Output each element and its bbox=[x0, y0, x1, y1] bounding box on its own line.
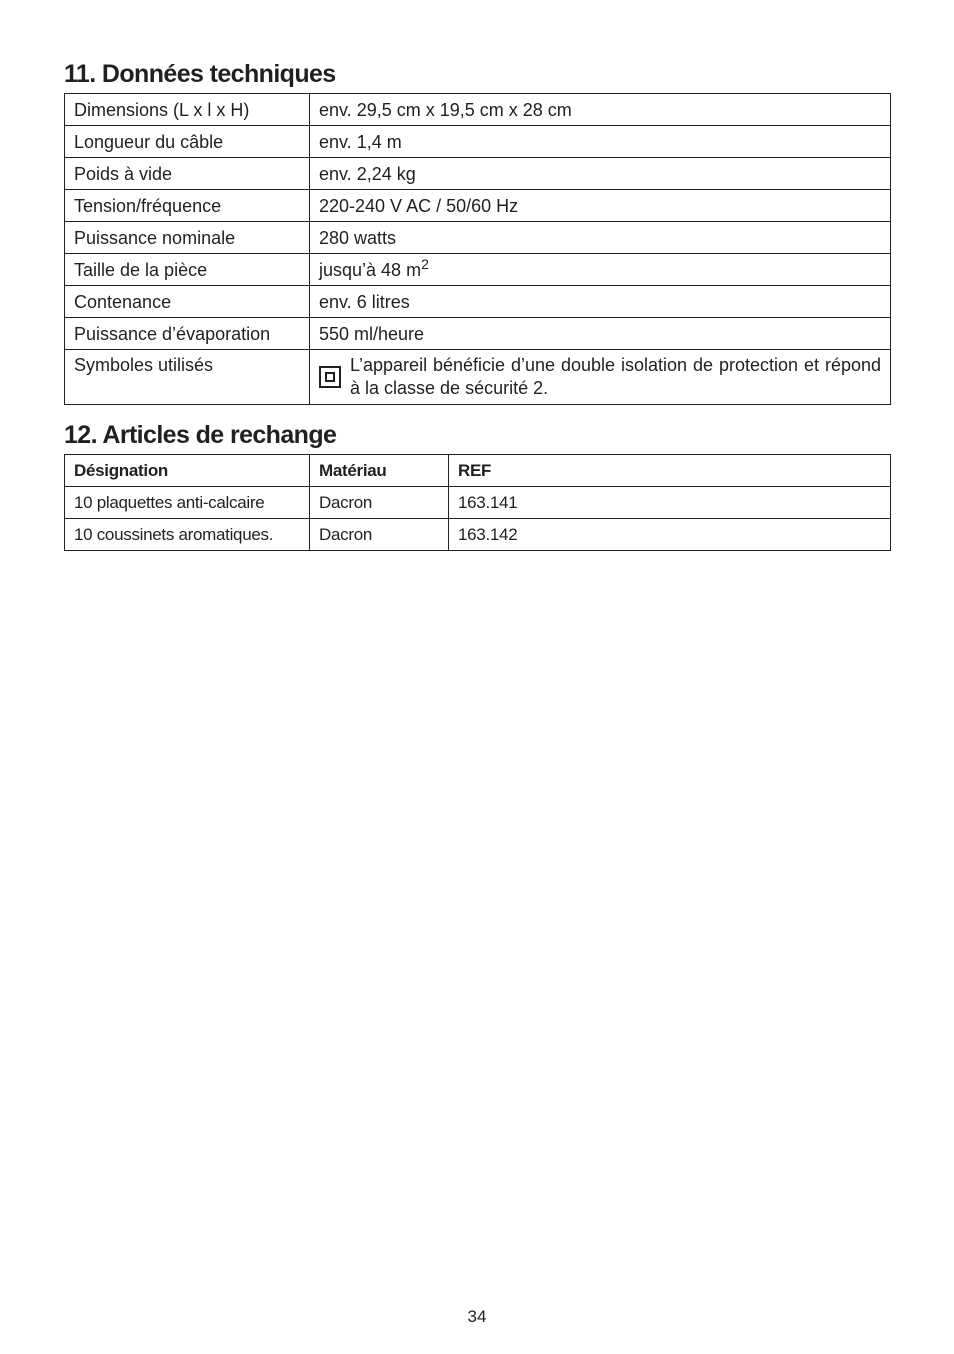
spec-value-exponent: 2 bbox=[421, 255, 429, 272]
table-row bbox=[65, 94, 891, 126]
table-row bbox=[65, 519, 891, 551]
designation-cell: 10 coussinets aromatiques. bbox=[65, 519, 310, 551]
spec-value-cell bbox=[310, 254, 891, 286]
table-row bbox=[65, 286, 891, 318]
spec-label: Puissance d’évaporation bbox=[65, 318, 310, 350]
spec-value: jusqu’à 48 m bbox=[319, 259, 422, 280]
spec-value: L’appareil bénéficie d’une double isolation de protection et répond à la classe de sécurité 2. bbox=[350, 355, 881, 398]
spec-label: Longueur du câble bbox=[65, 126, 310, 158]
spec-value: env. 2,24 kg bbox=[310, 158, 891, 190]
spec-label: Contenance bbox=[65, 286, 310, 318]
spare-parts-table bbox=[64, 454, 891, 551]
protection-class-2-icon bbox=[319, 366, 341, 388]
table-row bbox=[65, 126, 891, 158]
spec-label: Tension/fréquence bbox=[65, 190, 310, 222]
table-row bbox=[65, 254, 891, 286]
column-header-designation: Désignation bbox=[65, 455, 310, 487]
spec-value: 220-240 V AC / 50/60 Hz bbox=[310, 190, 891, 222]
table-row bbox=[65, 190, 891, 222]
spec-value: 550 ml/heure bbox=[310, 318, 891, 350]
technical-data-table bbox=[64, 93, 891, 405]
spec-value: env. 6 litres bbox=[310, 286, 891, 318]
table-row bbox=[65, 318, 891, 350]
spec-label: Taille de la pièce bbox=[65, 254, 310, 286]
table-row bbox=[65, 487, 891, 519]
column-header-material: Matériau bbox=[310, 455, 449, 487]
table-row bbox=[65, 158, 891, 190]
ref-cell: 163.142 bbox=[449, 519, 891, 551]
spec-label: Dimensions (L x l x H) bbox=[65, 94, 310, 126]
column-header-ref: REF bbox=[449, 455, 891, 487]
table-header-row bbox=[65, 455, 891, 487]
ref-cell: 163.141 bbox=[449, 487, 891, 519]
table-row bbox=[65, 350, 891, 405]
symbol-description bbox=[319, 354, 881, 400]
material-cell: Dacron bbox=[310, 487, 449, 519]
material-cell: Dacron bbox=[310, 519, 449, 551]
spec-label: Symboles utilisés bbox=[65, 350, 310, 405]
spec-value: env. 1,4 m bbox=[310, 126, 891, 158]
spec-label: Poids à vide bbox=[65, 158, 310, 190]
spec-value: 280 watts bbox=[310, 222, 891, 254]
spec-value: env. 29,5 cm x 19,5 cm x 28 cm bbox=[310, 94, 891, 126]
page-number: 34 bbox=[467, 1307, 487, 1326]
spec-label: Puissance nominale bbox=[65, 222, 310, 254]
designation-cell: 10 plaquettes anti-calcaire bbox=[65, 487, 310, 519]
section-title-technical-data: 11. Données techniques bbox=[64, 60, 336, 88]
section-title-spare-parts: 12. Articles de rechange bbox=[64, 421, 337, 449]
spec-value-cell bbox=[310, 350, 891, 405]
table-row bbox=[65, 222, 891, 254]
